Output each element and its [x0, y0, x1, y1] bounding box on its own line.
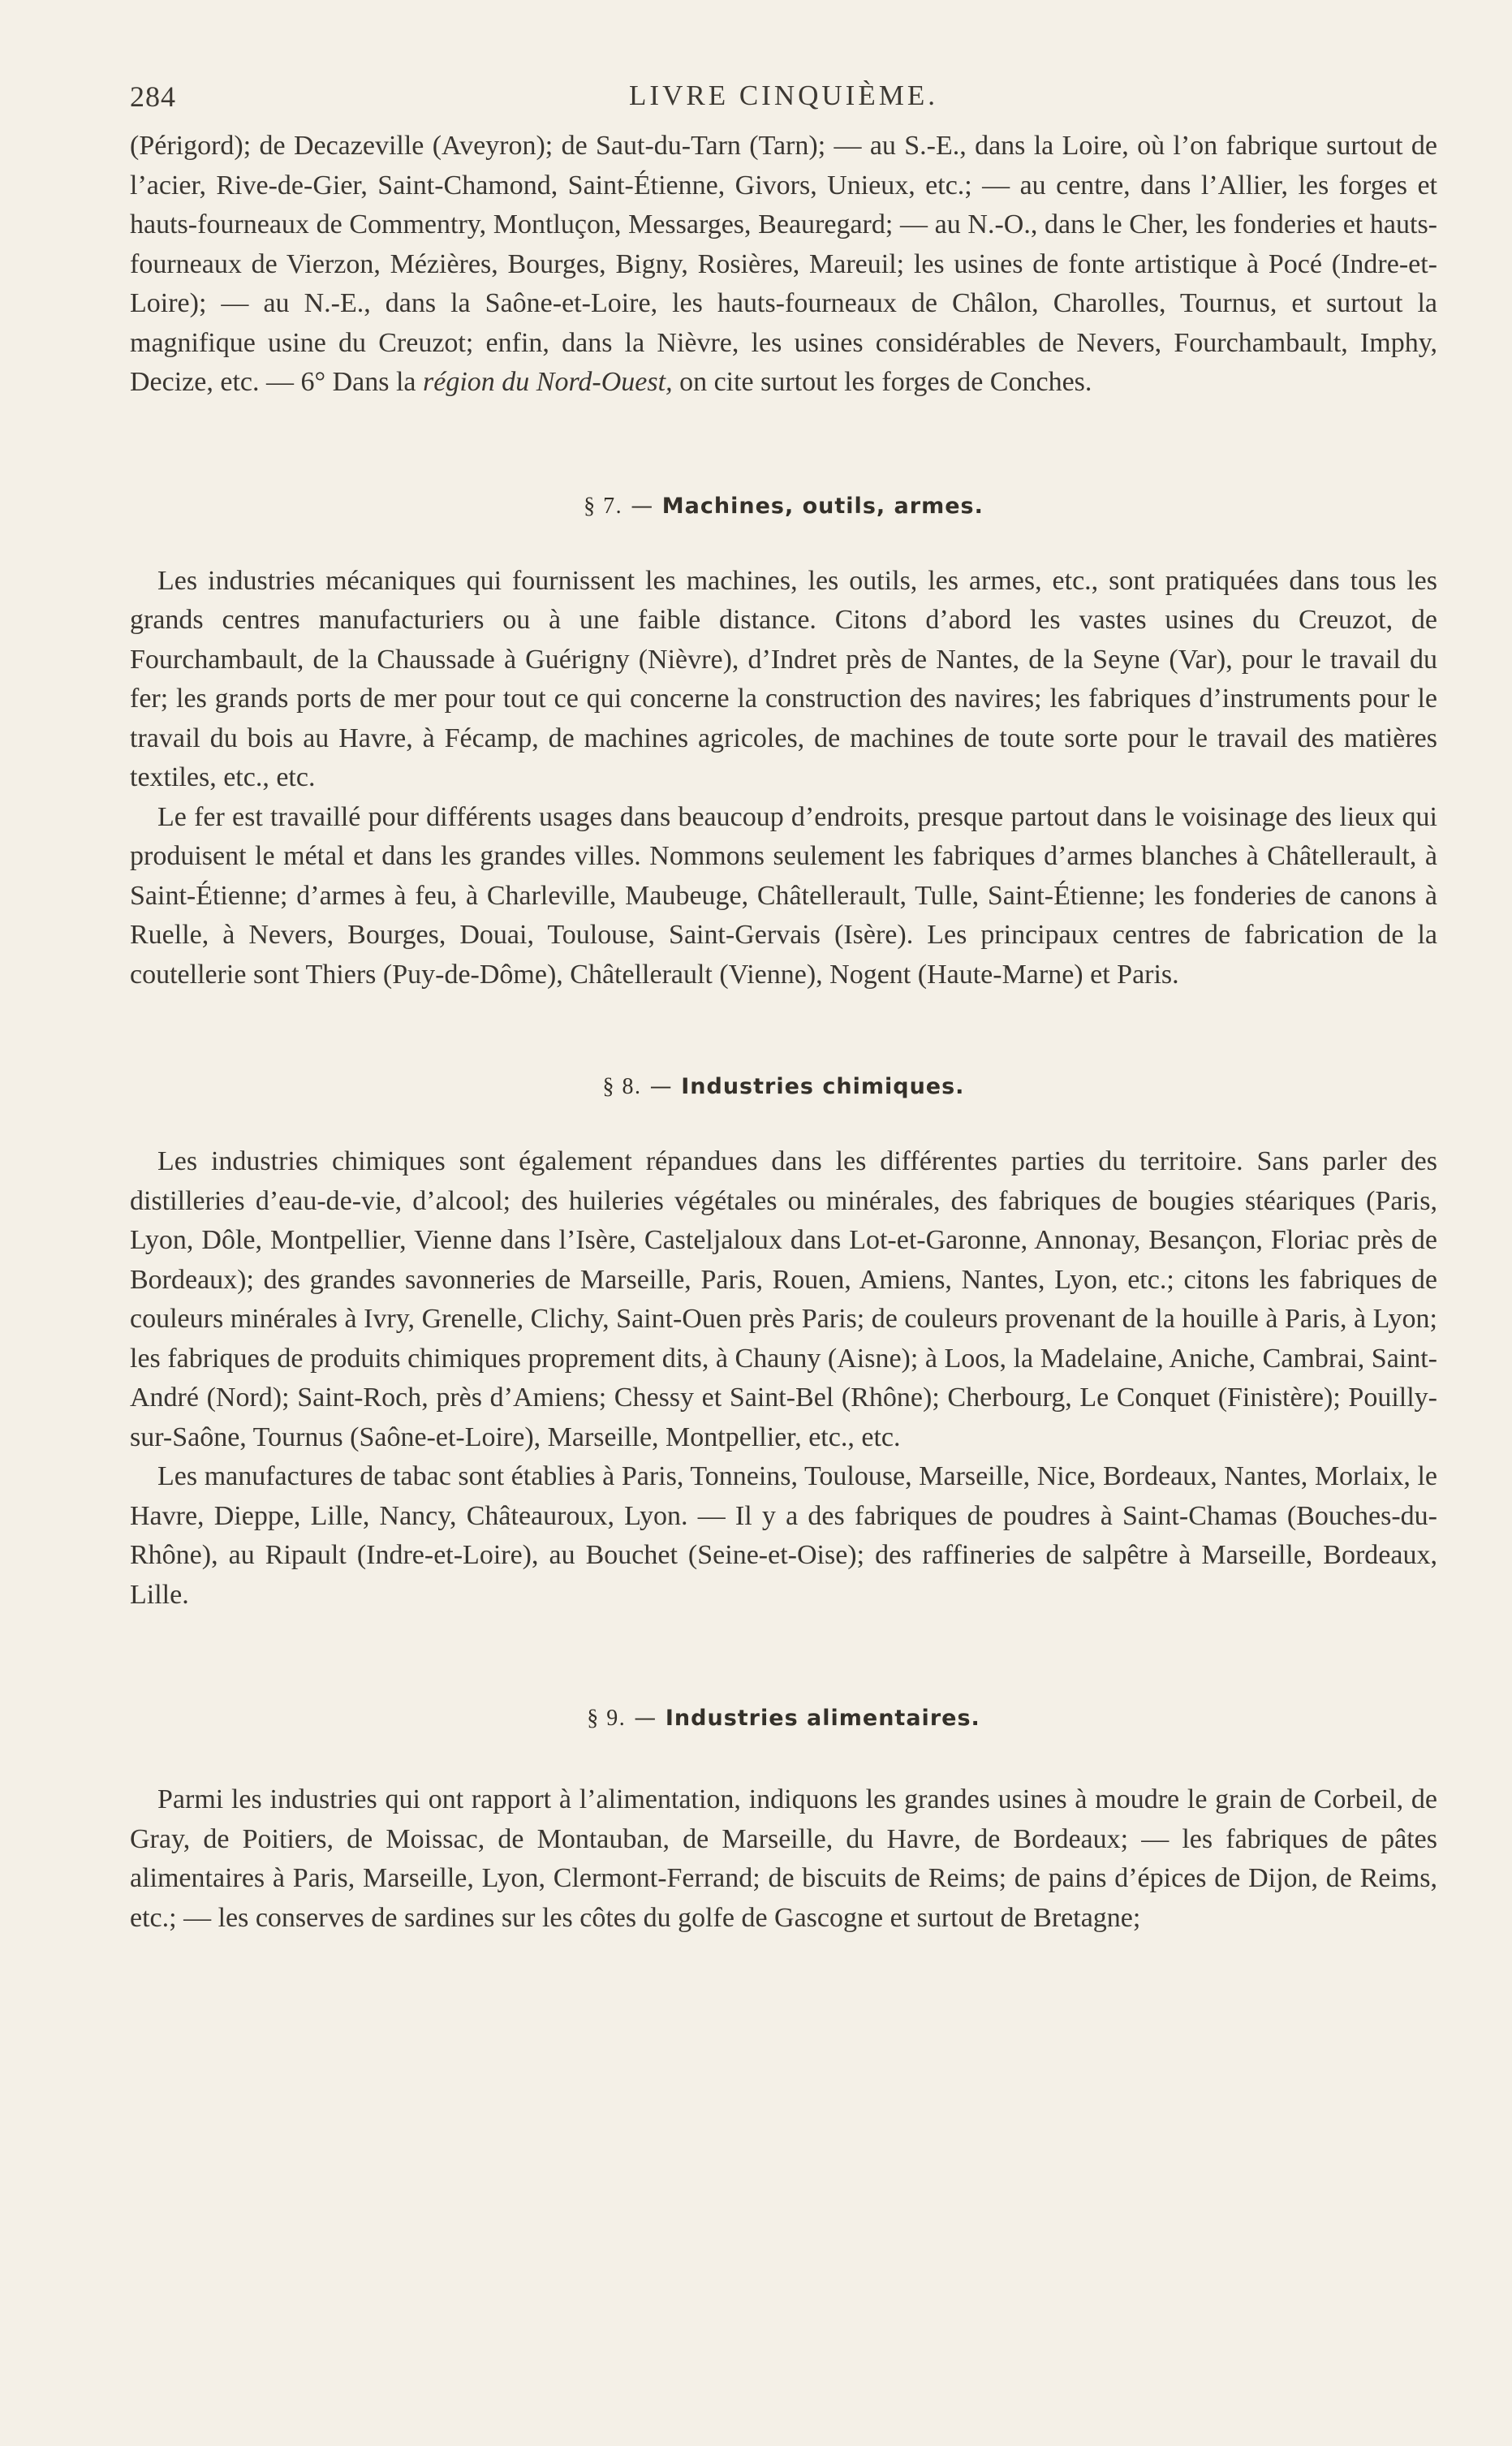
section-dash: —	[626, 1706, 666, 1731]
section-name: Industries chimiques.	[681, 1074, 965, 1099]
section-number: § 8.	[602, 1074, 642, 1099]
section-7	[130, 494, 1437, 995]
page-header	[130, 80, 1437, 127]
intro-paragraph	[130, 127, 1437, 403]
paragraph: Les industries chimiques sont également répandues dans les différentes parties du territoire. Sans parler des distilleries d’eau-de-vie, d’alcool; des huileries végétales ou minérales, des fabriques de bougies stéariques (Paris, Lyon, Dôle, Montpellier, Vienne dans l’Isère, Casteljaloux dans Lot-et-Garonne, Annonay, Besançon, Floriac près de Bordeaux); des grandes savonneries de Marseille, Paris, Rouen, Amiens, Nantes, Lyon, etc.; citons les fabriques de couleurs minérales à Ivry, Grenelle, Clichy, Saint-Ouen près Paris; de couleurs provenant de la houille à Paris, à Lyon; les fabriques de produits chimiques proprement dits, à Chauny (Aisne); à Loos, la Madelaine, Aniche, Cambrai, Saint-André (Nord); Saint-Roch, près d’Amiens; Chessy et Saint-Bel (Rhône); Cherbourg, Le Conquet (Finistère); Pouilly-sur-Saône, Tournus (Saône-et-Loire), Marseille, Montpellier, etc., etc.	[130, 1146, 1437, 1452]
page-number: 284	[130, 80, 176, 113]
section-title	[130, 1074, 1437, 1100]
section-title	[130, 494, 1437, 520]
section-dash: —	[641, 1074, 682, 1099]
section-9	[130, 1706, 1437, 1938]
spacer	[130, 994, 1437, 1074]
paragraph: Les manufactures de tabac sont établies à Paris, Tonneins, Toulouse, Marseille, Nice, Bordeaux, Nantes, Morlaix, le Havre, Dieppe, Lille, Nancy, Châteauroux, Lyon. — Il y a des fabriques de poudres à Saint-Chamas (Bouches-du-Rhône), au Ripault (Indre-et-Loire), au Bouchet (Seine-et-Oise); des raffineries de salpêtre à Marseille, Bordeaux, Lille.	[130, 1461, 1437, 1610]
intro-text: (Périgord); de Decazeville (Aveyron); de Saut-du-Tarn (Tarn); — au S.-E., dans la Loire, où l’on fabrique surtout de l’acier, Rive-de-Gier, Saint-Chamond, Saint-Étienne, Givors, Unieux, etc.; — au centre, dans l’Allier, les forges et hauts-fourneaux de Commentry, Montluçon, Messarges, Beauregard; — au N.-O., dans le Cher, les fonderies et hauts-fourneaux de Vierzon, Mézières, Bourges, Bigny, Rosières, Mareuil; les usines de fonte artistique à Pocé (Indre-et-Loire); — au N.-E., dans la Saône-et-Loire, les hauts-fourneaux de Châlon, Charolles, Tournus, et surtout la magnifique usine du Creuzot; enfin, dans la Nièvre, les usines considérables de Nevers, Fourchambault, Imphy, Decize, etc. — 6° Dans la	[130, 131, 1437, 397]
spacer	[130, 1615, 1437, 1706]
spacer	[130, 520, 1437, 562]
spacer	[130, 403, 1437, 494]
paragraph: Le fer est travaillé pour différents usages dans beaucoup d’endroits, presque partout dans le voisinage des lieux qui produisent le métal et dans les grandes villes. Nommons seulement les fabriques d’armes blanches à Châtellerault, à Saint-Étienne; d’armes à feu, à Charleville, Maubeuge, Châtellerault, Tulle, Saint-Étienne; les fonderies de canons à Ruelle, à Nevers, Bourges, Douai, Toulouse, Saint-Gervais (Isère). Les principaux centres de fabrication de la coutellerie sont Thiers (Puy-de-Dôme), Châtellerault (Vienne), Nogent (Haute-Marne) et Paris.	[130, 801, 1437, 990]
section-dash: —	[622, 493, 662, 519]
section-name: Machines, outils, armes.	[661, 493, 984, 519]
spacer	[130, 1732, 1437, 1780]
spacer	[130, 1100, 1437, 1142]
running-title: LIVRE CINQUIÈME.	[629, 80, 938, 111]
section-number: § 7.	[584, 493, 623, 519]
section-number: § 9.	[587, 1706, 627, 1731]
section-name: Industries alimentaires.	[665, 1706, 980, 1731]
paragraph: Parmi les industries qui ont rapport à l’alimentation, indiquons les grandes usines à moudre le grain de Corbeil, de Gray, de Poitiers, de Moissac, de Montauban, de Marseille, du Havre, de Bordeaux; — les fabriques de pâtes alimentaires à Paris, Marseille, Lyon, Clermont-Ferrand; de biscuits de Reims; de pains d’épices de Dijon, de Reims, etc.; — les conserves de sardines sur les côtes du golfe de Gascogne et surtout de Bretagne;	[130, 1784, 1437, 1933]
paragraph: Les industries mécaniques qui fournissent les machines, les outils, les armes, etc., sont pratiquées dans tous les grands centres manufacturiers ou à une faible distance. Citons d’abord les vastes usines du Creuzot, de Fourchambault, de la Chaussade à Guérigny (Nièvre), d’Indret près de Nantes, de la Seyne (Var), pour le travail du fer; les grands ports de mer pour tout ce qui concerne la construction des navires; les fabriques d’instruments pour le travail du bois au Havre, à Fécamp, de machines agricoles, de machines de toute sorte pour le travail des matières textiles, etc., etc.	[130, 565, 1437, 792]
intro-italic-region: région du Nord-Ouest,	[423, 367, 673, 397]
section-8	[130, 1074, 1437, 1615]
section-title	[130, 1706, 1437, 1732]
intro-text-end: on cite surtout les forges de Conches.	[672, 367, 1092, 397]
